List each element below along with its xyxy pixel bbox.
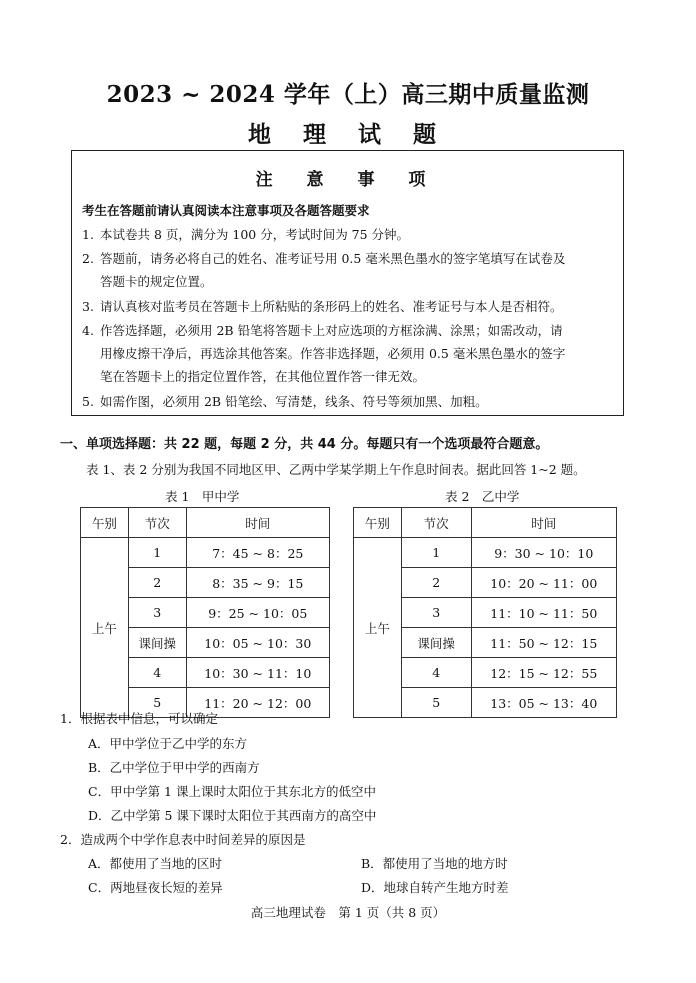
time-cell: 13：05 ~ 13：40 [471,688,616,718]
question-2-option-b: B．都使用了当地的地方时 [361,856,508,871]
class-cell: 3 [401,598,471,628]
question-2-stem: 2．造成两个中学作息表中时间差异的原因是 [60,832,306,847]
class-cell: 2 [401,568,471,598]
lead-paragraph: 表 1、表 2 分别为我国不同地区甲、乙两中学某学期上午作息时间表。据此回答 1~2 题。 [86,462,586,477]
notice-item-line: 答题前，请务必将自己的姓名、准考证号用 0.5 毫米黑色墨水的签字笔填写在试卷及 [100,251,566,266]
subject-title: 地 理 试 题 [247,121,449,148]
notice-item-line: 笔在答题卡上的指定位置作答，在其他位置作答一律无效。 [100,369,426,384]
time-cell: 7：45 ~ 8：25 [186,538,329,568]
class-cell: 2 [128,568,186,598]
table-row [81,538,330,568]
table-2 [353,507,617,718]
notice-item-line: 本试卷共 8 页，满分为 100 分，考试时间为 75 分钟。 [100,227,410,242]
notice-item-number: 5. [82,394,94,409]
notice-item-line: 如需作图，必须用 2B 铅笔绘、写清楚，线条、符号等须加黑、加粗。 [100,394,488,409]
notice-item-line: 请认真核对监考员在答题卡上所粘贴的条形码上的姓名、准考证号与本人是否相符。 [100,299,563,314]
class-cell: 1 [401,538,471,568]
time-cell: 9：25 ~ 10：05 [186,598,329,628]
notice-item-line: 作答选择题，必须用 2B 铅笔将答题卡上对应选项的方框涂满、涂黑；如需改动，请 [100,323,563,338]
notice-item-line: 答题卡的规定位置。 [100,274,213,289]
class-cell: 5 [128,688,186,718]
time-cell: 10：30 ~ 11：10 [186,658,329,688]
notice-item-number: 1. [82,227,94,242]
column-header: 节次 [401,508,471,538]
class-cell: 课间操 [128,628,186,658]
time-cell: 8：35 ~ 9：15 [186,568,329,598]
question-2-option-a: A．都使用了当地的区时 [88,856,223,871]
class-cell: 5 [401,688,471,718]
question-1-stem: 1．根据表中信息，可以确定 [60,711,218,726]
notice-item-3 [82,295,617,318]
notice-item-5 [82,390,617,413]
column-header: 时间 [186,508,329,538]
table-header-row [354,508,617,538]
table-header-row [81,508,330,538]
column-header: 午别 [81,508,129,538]
notice-item-number: 2. [82,251,94,266]
notice-heading: 注 意 事 项 [255,170,440,190]
page-footer: 高三地理试卷 第 1 页（共 8 页） [250,905,446,920]
question-2-option-d: D．地球自转产生地方时差 [361,880,509,895]
notice-intro: 考生在答题前请认真阅读本注意事项及各题答题要求 [82,203,370,218]
class-cell: 4 [401,658,471,688]
time-cell: 9：30 ~ 10：10 [471,538,616,568]
time-cell: 11：50 ~ 12：15 [471,628,616,658]
time-cell: 12：15 ~ 12：55 [471,658,616,688]
notice-item-2 [82,247,617,293]
table-2-caption: 表 2 乙中学 [445,489,520,504]
column-header: 午别 [354,508,402,538]
time-cell: 11：10 ~ 11：50 [471,598,616,628]
question-1-option-b: B．乙中学位于甲中学的西南方 [88,760,260,775]
column-header: 时间 [471,508,616,538]
notice-item-1 [82,223,617,246]
question-1-option-a: A．甲中学位于乙中学的东方 [88,736,248,751]
time-cell: 10：05 ~ 10：30 [186,628,329,658]
notice-item-line: 用橡皮擦干净后，再选涂其他答案。作答非选择题，必须用 0.5 毫米黑色墨水的签字 [100,346,566,361]
notice-item-number: 3. [82,299,94,314]
class-cell: 课间操 [401,628,471,658]
notice-item-number: 4. [82,323,94,338]
exam-title: 2023 ~ 2024 学年（上）高三期中质量监测 [106,81,590,108]
class-cell: 3 [128,598,186,628]
table-row [354,538,617,568]
time-cell: 11：20 ~ 12：00 [186,688,329,718]
time-cell: 10：20 ~ 11：00 [471,568,616,598]
question-2-option-c: C．两地昼夜长短的差异 [88,880,223,895]
table-1-caption: 表 1 甲中学 [165,489,240,504]
class-cell: 4 [128,658,186,688]
class-cell: 1 [128,538,186,568]
column-header: 节次 [128,508,186,538]
question-1-option-c: C．甲中学第 1 课上课时太阳位于其东北方的低空中 [88,784,376,799]
section-heading: 一、单项选择题：共 22 题，每题 2 分，共 44 分。每题只有一个选项最符合题意。 [60,437,549,452]
notice-item-4 [82,319,617,388]
question-1-option-d: D．乙中学第 5 课下课时太阳位于其西南方的高空中 [88,808,377,823]
period-cell: 上午 [354,538,402,718]
period-cell: 上午 [81,538,129,718]
notice-box [71,150,624,416]
table-1 [80,507,330,718]
